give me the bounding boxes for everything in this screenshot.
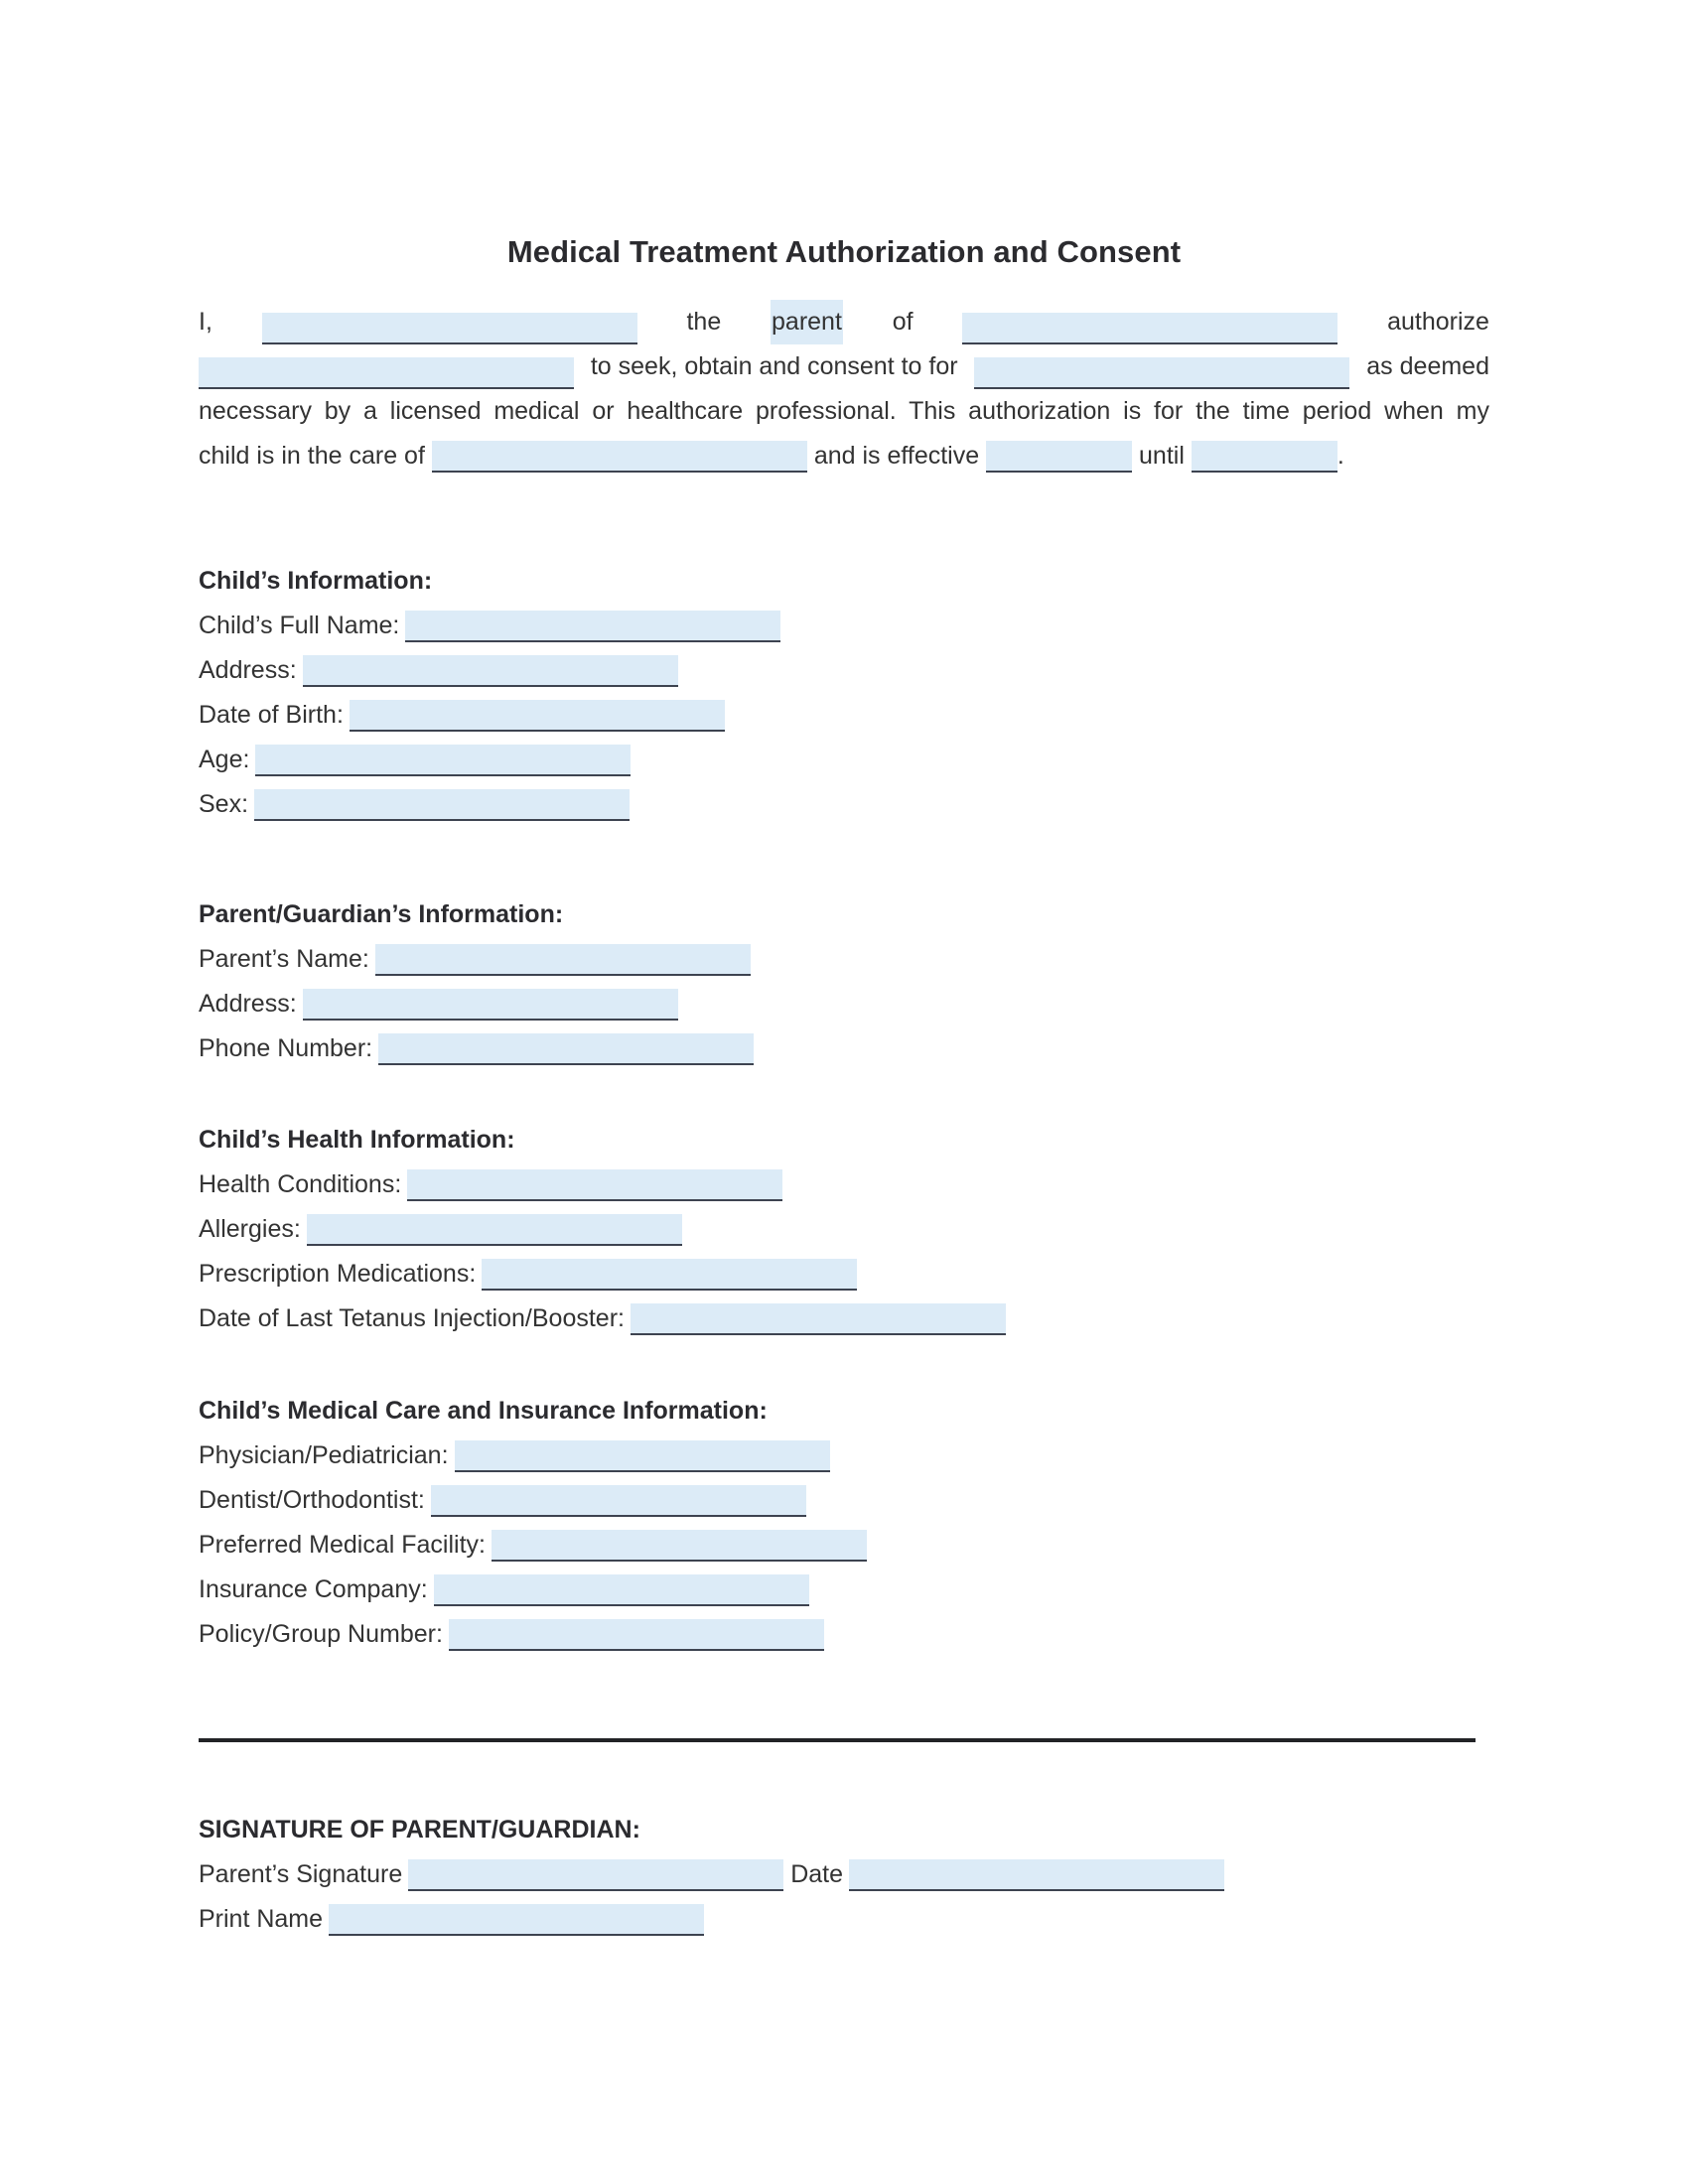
form-row-health-conditions: [199, 1162, 1006, 1207]
field-label: Child’s Full Name:: [199, 612, 400, 639]
field-label: Address:: [199, 656, 297, 684]
text-as-deemed: as deemed: [1366, 352, 1489, 380]
form-row-policy-number: [199, 1612, 867, 1657]
physician-field[interactable]: [455, 1440, 830, 1472]
text-until: until: [1139, 442, 1185, 470]
prescription-medications-field[interactable]: [482, 1259, 857, 1291]
form-row-allergies: [199, 1207, 1006, 1252]
text-authorize: authorize: [1387, 308, 1489, 336]
treatment-for-field[interactable]: [974, 357, 1349, 389]
authorized-person-field[interactable]: [199, 357, 574, 389]
text-of: of: [892, 308, 914, 336]
field-label: Age:: [199, 746, 250, 773]
text-seek-consent: to seek, obtain and consent to for: [590, 352, 958, 380]
form-row-tetanus-date: [199, 1297, 1006, 1341]
parent-address-field[interactable]: [303, 989, 678, 1021]
field-label: Print Name: [199, 1905, 324, 1933]
parent-signature-field[interactable]: [408, 1859, 783, 1891]
insurance-company-field[interactable]: [434, 1574, 809, 1606]
allergies-field[interactable]: [307, 1214, 682, 1246]
care-of-field[interactable]: [432, 441, 807, 473]
preferred-facility-field[interactable]: [492, 1530, 867, 1562]
form-row-phone-number: [199, 1026, 754, 1071]
form-row-sex: [199, 782, 780, 827]
section-heading: Parent/Guardian’s Information:: [199, 900, 564, 928]
field-label: Parent’s Signature: [199, 1860, 403, 1888]
form-row-preferred-facility: [199, 1523, 867, 1568]
form-row-child-address: [199, 648, 780, 693]
field-label: Date of Last Tetanus Injection/Booster:: [199, 1304, 625, 1332]
section-heading: Child’s Health Information:: [199, 1126, 515, 1154]
paragraph-line-1: [199, 300, 1489, 344]
tetanus-date-field[interactable]: [631, 1303, 1006, 1335]
form-row-parent-address: [199, 982, 754, 1026]
section-heading: SIGNATURE OF PARENT/GUARDIAN:: [199, 1816, 640, 1843]
field-label: Allergies:: [199, 1215, 301, 1243]
field-label: Preferred Medical Facility:: [199, 1531, 486, 1559]
field-label: Date: [790, 1860, 843, 1888]
until-date-field[interactable]: [1192, 441, 1337, 473]
section-heading: Child’s Medical Care and Insurance Information:: [199, 1397, 768, 1425]
effective-date-field[interactable]: [986, 441, 1132, 473]
field-label: Policy/Group Number:: [199, 1620, 443, 1648]
paragraph-line-3: necessary by a licensed medical or healthcare professional. This authorization is for the time period when my: [199, 397, 1489, 425]
policy-number-field[interactable]: [449, 1619, 824, 1651]
age-field[interactable]: [255, 745, 631, 776]
field-label: Physician/Pediatrician:: [199, 1441, 449, 1469]
health-information-section: [199, 1118, 1006, 1341]
field-label: Parent’s Name:: [199, 945, 369, 973]
section-heading: Child’s Information:: [199, 567, 433, 595]
form-row-signature: [199, 1852, 1224, 1897]
text-i: I,: [199, 308, 212, 336]
parent-information-section: [199, 892, 754, 1071]
date-of-birth-field[interactable]: [350, 700, 725, 732]
parent-name-field[interactable]: [262, 313, 637, 344]
print-name-field[interactable]: [329, 1904, 704, 1936]
medical-insurance-section: [199, 1389, 867, 1657]
health-conditions-field[interactable]: [407, 1169, 782, 1201]
child-full-name-field[interactable]: [405, 611, 780, 642]
paragraph-line-4: [199, 434, 1489, 478]
text-effective: and is effective: [813, 442, 980, 470]
child-address-field[interactable]: [303, 655, 678, 687]
field-label: Address:: [199, 990, 297, 1018]
signature-section: [199, 1808, 1224, 1942]
field-label: Date of Birth:: [199, 701, 344, 729]
form-row-child-full-name: [199, 604, 780, 648]
authorization-paragraph: [199, 300, 1489, 478]
field-label: Dentist/Orthodontist:: [199, 1486, 425, 1514]
form-row-prescription-medications: [199, 1252, 1006, 1297]
sex-field[interactable]: [254, 789, 630, 821]
relationship-field[interactable]: parent: [771, 300, 843, 344]
signature-date-field[interactable]: [849, 1859, 1224, 1891]
page-title: Medical Treatment Authorization and Consent: [506, 234, 1182, 269]
text-care-of: child is in the care of: [199, 442, 425, 470]
parent-name-input[interactable]: [375, 944, 751, 976]
form-row-dentist: [199, 1478, 867, 1523]
text-the: the: [686, 308, 722, 336]
child-name-field[interactable]: [962, 313, 1337, 344]
field-label: Insurance Company:: [199, 1575, 428, 1603]
form-row-parent-name: [199, 937, 754, 982]
dentist-field[interactable]: [431, 1485, 806, 1517]
form-row-print-name: [199, 1897, 1224, 1942]
text-period: .: [1336, 442, 1344, 470]
paragraph-line-2: [199, 344, 1489, 389]
form-row-insurance-company: [199, 1568, 867, 1612]
phone-number-field[interactable]: [378, 1033, 754, 1065]
field-label: Prescription Medications:: [199, 1260, 477, 1288]
form-row-age: [199, 738, 780, 782]
form-row-physician: [199, 1433, 867, 1478]
section-divider: [199, 1738, 1476, 1742]
field-label: Health Conditions:: [199, 1170, 402, 1198]
field-label: Sex:: [199, 790, 249, 818]
form-row-date-of-birth: [199, 693, 780, 738]
child-information-section: [199, 559, 780, 827]
field-label: Phone Number:: [199, 1034, 373, 1062]
